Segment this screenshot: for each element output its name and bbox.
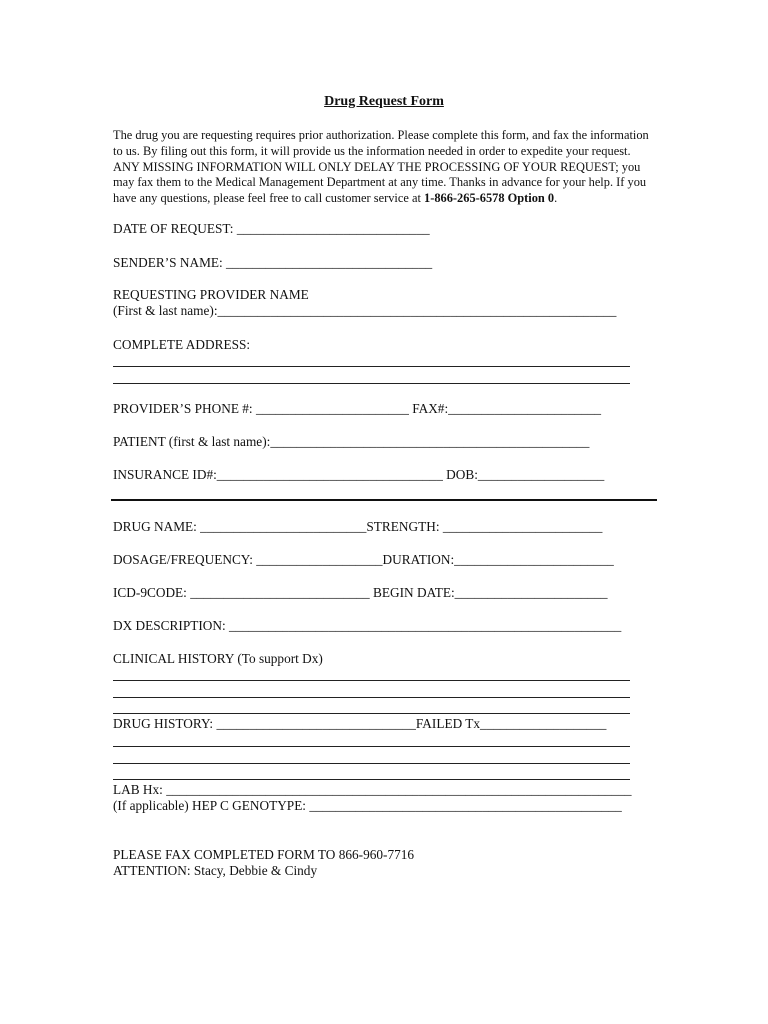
- dosage-frequency-field[interactable]: DOSAGE/FREQUENCY: ___________________DURATION:________________________: [113, 552, 614, 567]
- patient-name-field[interactable]: PATIENT (first & last name):________________________________________________: [113, 434, 590, 449]
- customer-service-phone: 1-866-265-6578 Option 0: [424, 191, 555, 206]
- intro-text: The drug you are requesting requires prior authorization. Please complete this form, and fax the information to us. By filing out this form, it will provide us the information needed in order to expedite your request. ANY MISSING INFORMATION WILL ONLY DELAY THE PROCESSING OF YOUR REQUEST; you may fax them to the Medical Management Department at any time. Thanks in advance for your help. If you have any questions, please feel free to call customer service at: [113, 128, 649, 206]
- icd9-code-field[interactable]: ICD-9CODE: ___________________________ BEGIN DATE:_______________________: [113, 585, 608, 600]
- clinical-history-label: CLINICAL HISTORY (To support Dx): [113, 651, 323, 666]
- address-line-1[interactable]: [113, 366, 630, 367]
- date-of-request-field[interactable]: DATE OF REQUEST: _____________________________: [113, 221, 430, 236]
- lab-hx-field[interactable]: LAB Hx: ______________________________________________________________________: [113, 782, 632, 797]
- hep-c-genotype-field[interactable]: (If applicable) HEP C GENOTYPE: _______________________________________________: [113, 798, 622, 813]
- drug-history-line-3[interactable]: [113, 779, 630, 780]
- drug-history-line-1[interactable]: [113, 746, 630, 747]
- section-divider: [111, 499, 657, 501]
- clinical-history-line-1[interactable]: [113, 680, 630, 681]
- fax-instructions: PLEASE FAX COMPLETED FORM TO 866-960-7716: [113, 847, 415, 862]
- drug-history-line-2[interactable]: [113, 763, 630, 764]
- dx-description-field[interactable]: DX DESCRIPTION: ___________________________________________________________: [113, 618, 622, 633]
- clinical-history-line-3[interactable]: [113, 713, 630, 714]
- provider-name-field[interactable]: (First & last name):____________________________________________________________: [113, 303, 617, 318]
- drug-history-field[interactable]: DRUG HISTORY: ______________________________FAILED Tx___________________: [113, 716, 607, 731]
- form-title: Drug Request Form: [324, 94, 444, 109]
- senders-name-field[interactable]: SENDER’S NAME: _______________________________: [113, 255, 433, 270]
- address-line-2[interactable]: [113, 383, 630, 384]
- attention-line: ATTENTION: Stacy, Debbie & Cindy: [113, 863, 318, 878]
- drug-name-field[interactable]: DRUG NAME: _________________________STRENGTH: ________________________: [113, 519, 603, 534]
- intro-paragraph: [113, 128, 658, 207]
- insurance-id-field[interactable]: INSURANCE ID#:__________________________________ DOB:___________________: [113, 467, 605, 482]
- clinical-history-line-2[interactable]: [113, 697, 630, 698]
- intro-end: .: [554, 191, 558, 206]
- providers-phone-field[interactable]: PROVIDER’S PHONE #: _______________________ FAX#:_______________________: [113, 401, 602, 416]
- requesting-provider-label: REQUESTING PROVIDER NAME: [113, 287, 309, 302]
- complete-address-label: COMPLETE ADDRESS:: [113, 337, 251, 352]
